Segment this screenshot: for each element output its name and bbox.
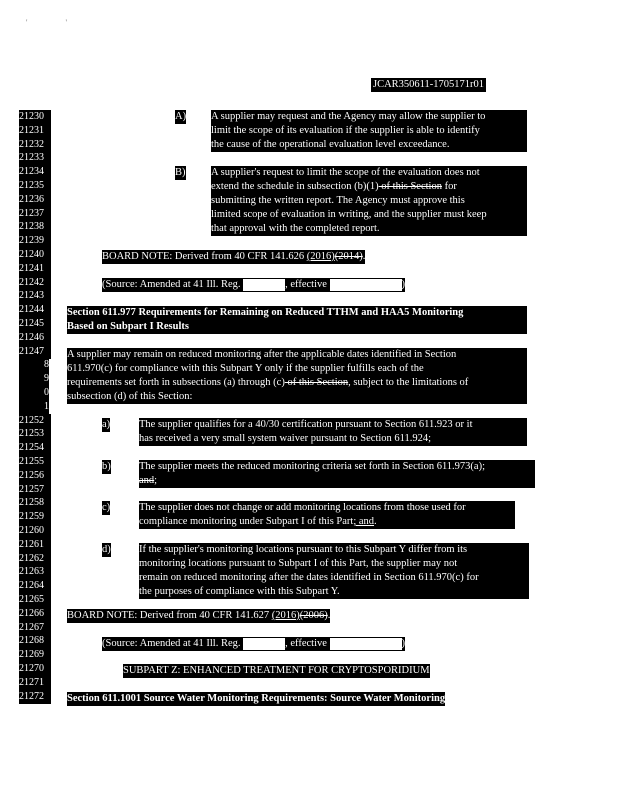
document-id: JCAR350611-1705171r01: [373, 79, 485, 90]
line-number: 21242: [19, 276, 51, 290]
line-number: 21246: [19, 331, 51, 345]
item-label-a: a): [102, 419, 111, 430]
source-note-2: (Source: Amended at 41 Ill. Reg. , effective ): [102, 638, 406, 649]
line-number: 21259: [19, 510, 51, 524]
line-number: 9: [19, 372, 49, 386]
item-text-A: [211, 110, 527, 152]
text-line: and;: [139, 475, 158, 486]
line-number: 21253: [19, 427, 51, 441]
line-number: 21232: [19, 138, 51, 152]
item-label-c: c): [102, 502, 111, 513]
text-line: The supplier qualifies for a 40/30 certification pursuant to Section 611.923 or it: [139, 419, 473, 430]
text-line: Based on Subpart I Results: [67, 321, 189, 332]
intro-paragraph: [67, 348, 527, 404]
line-number: 21233: [19, 151, 51, 165]
text-line: The supplier meets the reduced monitoring criteria set forth in Section 611.973(a);: [139, 461, 486, 472]
text-line: extend the schedule in subsection (b)(1) of this Section for: [211, 181, 457, 192]
item-text-b: [139, 460, 535, 488]
blank-field: [330, 279, 402, 291]
text-line: requirements set forth in subsections (a) through (c) of this Section, subject to the limitations of: [67, 377, 469, 388]
line-number: 21257: [19, 483, 51, 497]
line-number: 21258: [19, 496, 51, 510]
line-number: 21252: [19, 414, 51, 428]
scan-specks: ' ': [26, 18, 85, 27]
struck-text: of this Section: [284, 377, 349, 388]
line-number: 21255: [19, 455, 51, 469]
line-number: 21240: [19, 248, 51, 262]
text-line: A supplier may remain on reduced monitoring after the applicable dates identified in Section: [67, 349, 457, 360]
board-note-1: BOARD NOTE: Derived from 40 CFR 141.626 (2016)(2014).: [102, 251, 366, 262]
line-number: 21235: [19, 179, 51, 193]
line-number: 21270: [19, 662, 51, 676]
text-line: monitoring locations pursuant to Subpart I of this Part, the supplier may not: [139, 558, 458, 569]
line-number: 21254: [19, 441, 51, 455]
text-line: If the supplier's monitoring locations pursuant to this Subpart Y differ from its: [139, 544, 468, 555]
line-number: 21245: [19, 317, 51, 331]
item-text-c: [139, 501, 515, 529]
line-number: 21262: [19, 552, 51, 566]
line-number: 21236: [19, 193, 51, 207]
subpart-heading: SUBPART Z: ENHANCED TREATMENT FOR CRYPTOSPORIDIUM: [123, 665, 430, 676]
item-label-B: B): [175, 167, 186, 178]
text-line: 611.970(c) for compliance with this Subpart Y only if the supplier fulfills each of the: [67, 363, 424, 374]
line-number: 8: [19, 358, 49, 372]
struck-text: and: [139, 475, 155, 486]
text-line: submitting the written report. The Agency must approve this: [211, 195, 465, 206]
line-number: 21265: [19, 593, 51, 607]
line-number: 21269: [19, 648, 51, 662]
blank-field: [243, 638, 285, 650]
section-heading-611-977: [67, 306, 527, 334]
line-number: 21271: [19, 676, 51, 690]
struck-text: (2014): [334, 251, 363, 262]
item-label-A: A): [175, 111, 187, 122]
blank-field: [243, 279, 285, 291]
text-line: limit the scope of its evaluation if the supplier is able to identify: [211, 125, 480, 136]
text-line: limited scope of evaluation in writing, and the supplier must keep: [211, 209, 487, 220]
text-line: subsection (d) of this Section:: [67, 391, 193, 402]
struck-text: of this Section: [378, 181, 442, 192]
inserted-text: (2016): [271, 610, 300, 621]
line-number: 21264: [19, 579, 51, 593]
line-number: 21237: [19, 207, 51, 221]
line-number: 21261: [19, 538, 51, 552]
line-number: 21244: [19, 303, 51, 317]
text-line: Section 611.977 Requirements for Remaining on Reduced TTHM and HAA5 Monitoring: [67, 307, 464, 318]
line-number: 1: [19, 400, 49, 414]
item-text-a: [139, 418, 527, 446]
text-line: has received a very small system waiver pursuant to Section 611.924;: [139, 433, 432, 444]
line-number: 21231: [19, 124, 51, 138]
line-number: 21266: [19, 607, 51, 621]
line-number: 21256: [19, 469, 51, 483]
item-label-d: d): [102, 544, 111, 555]
section-heading-611-1001: Section 611.1001 Source Water Monitoring Requirements: Source Water Monitoring: [67, 693, 446, 704]
struck-text: (2006): [299, 610, 328, 621]
line-number: 21260: [19, 524, 51, 538]
item-label-b: b): [102, 461, 111, 472]
source-note-1: (Source: Amended at 41 Ill. Reg. , effective ): [102, 279, 406, 290]
line-number: 21263: [19, 565, 51, 579]
line-number: 21268: [19, 634, 51, 648]
text-line: the cause of the operational evaluation level exceedance.: [211, 139, 450, 150]
line-number: 21247: [19, 345, 51, 359]
text-line: A supplier's request to limit the scope of the evaluation does not: [211, 167, 480, 178]
line-number: 21241: [19, 262, 51, 276]
item-text-d: [139, 543, 529, 599]
board-note-2: BOARD NOTE: Derived from 40 CFR 141.627 (2016)(2006).: [67, 610, 331, 621]
line-number: 21238: [19, 220, 51, 234]
item-text-B: [211, 166, 527, 236]
line-number: 0: [19, 386, 49, 400]
text-line: The supplier does not change or add monitoring locations from those used for: [139, 502, 466, 513]
text-line: remain on reduced monitoring after the dates identified in Section 611.970(c) for: [139, 572, 479, 583]
line-number: 21234: [19, 165, 51, 179]
line-number: 21239: [19, 234, 51, 248]
blank-field: [330, 638, 402, 650]
inserted-text: (2016): [306, 251, 335, 262]
inserted-text: ; and: [353, 516, 375, 527]
text-line: the purposes of compliance with this Subpart Y.: [139, 586, 340, 597]
text-line: A supplier may request and the Agency may allow the supplier to: [211, 111, 486, 122]
line-number: 21272: [19, 690, 51, 704]
text-line: compliance monitoring under Subpart I of this Part; and.: [139, 516, 377, 527]
line-number: 21243: [19, 289, 51, 303]
line-number: 21230: [19, 110, 51, 124]
text-line: that approval with the completed report.: [211, 223, 380, 234]
line-number: 21267: [19, 621, 51, 635]
